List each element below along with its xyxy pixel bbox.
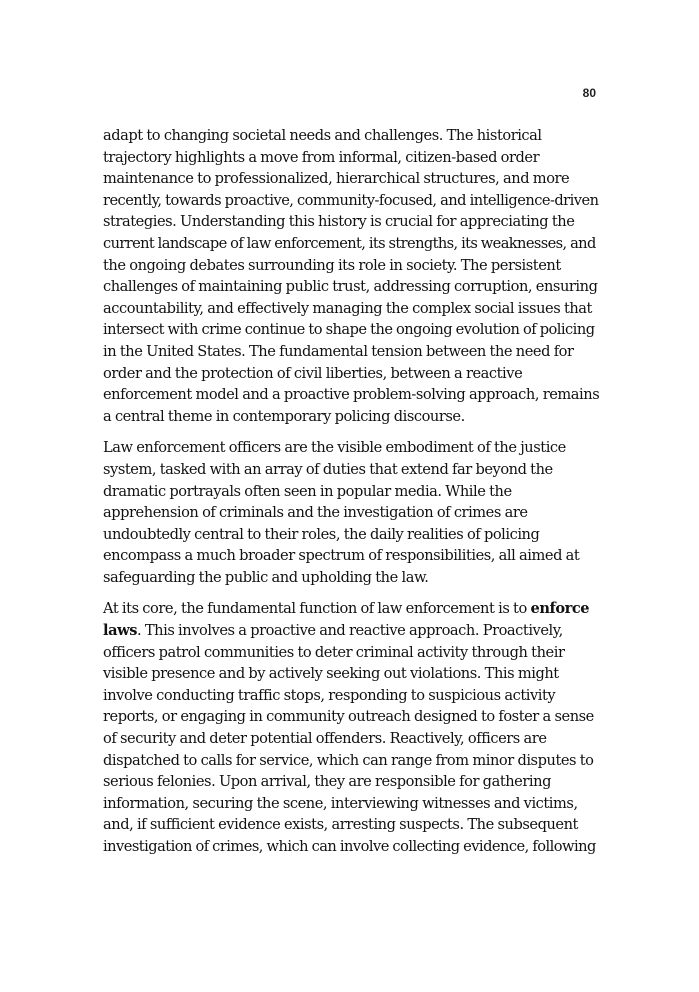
text-line: serious felonies. Upon arrival, they are responsible for gathering <box>103 773 551 791</box>
body-text <box>103 125 600 868</box>
text-line: in the United States. The fundamental tension between the need for <box>103 342 574 360</box>
text-run: At its core, the fundamental function of law enforcement is to <box>103 600 531 618</box>
text-line: dramatic portrayals often seen in popular media. While the <box>103 482 512 500</box>
text-line: current landscape of law enforcement, its strengths, its weaknesses, and <box>103 234 596 252</box>
text-line: system, tasked with an array of duties that extend far beyond the <box>103 460 553 478</box>
paragraph-enforce-laws <box>103 598 596 857</box>
text-line: Law enforcement officers are the visible embodiment of the justice <box>103 439 566 457</box>
text-line <box>103 620 596 642</box>
emphasis-text: enforce <box>530 600 590 618</box>
text-line: recently, towards proactive, community-focused, and intelligence-driven <box>103 191 599 209</box>
paragraph-officer-duties <box>103 437 596 588</box>
text-line: safeguarding the public and upholding the law. <box>103 568 429 586</box>
text-line: maintenance to professionalized, hierarchical structures, and more <box>103 170 570 188</box>
text-line <box>103 598 596 620</box>
text-line: encompass a much broader spectrum of responsibilities, all aimed at <box>103 547 580 565</box>
text-run: . This involves a proactive and reactive approach. Proactively, <box>136 622 563 640</box>
text-line: challenges of maintaining public trust, addressing corruption, ensuring <box>103 278 598 296</box>
text-line: trajectory highlights a move from informal, citizen-based order <box>103 148 540 166</box>
paragraph-history-summary <box>103 125 600 427</box>
text-line: visible presence and by actively seeking out violations. This might <box>103 665 559 683</box>
text-line: order and the protection of civil liberties, between a reactive <box>103 364 523 382</box>
text-line: intersect with crime continue to shape the ongoing evolution of policing <box>103 321 595 339</box>
text-line: information, securing the scene, interviewing witnesses and victims, <box>103 794 578 812</box>
text-line: of security and deter potential offenders. Reactively, officers are <box>103 730 547 748</box>
page-number: 80 <box>582 86 596 100</box>
text-line: reports, or engaging in community outreach designed to foster a sense <box>103 708 594 726</box>
text-line: apprehension of criminals and the investigation of crimes are <box>103 504 528 522</box>
text-line: involve conducting traffic stops, responding to suspicious activity <box>103 686 556 704</box>
text-line: strategies. Understanding this history is crucial for appreciating the <box>103 213 575 231</box>
text-line: dispatched to calls for service, which can range from minor disputes to <box>103 751 594 769</box>
text-line: officers patrol communities to deter criminal activity through their <box>103 643 565 661</box>
text-line: enforcement model and a proactive problem-solving approach, remains <box>103 386 600 404</box>
text-line: undoubtedly central to their roles, the daily realities of policing <box>103 525 540 543</box>
text-line: investigation of crimes, which can involve collecting evidence, following <box>103 838 596 855</box>
text-line: the ongoing debates surrounding its role in society. The persistent <box>103 256 561 274</box>
text-line: adapt to changing societal needs and challenges. The historical <box>103 127 542 144</box>
emphasis-text: laws <box>103 622 137 640</box>
text-line: accountability, and effectively managing the complex social issues that <box>103 299 592 317</box>
text-line: a central theme in contemporary policing discourse. <box>103 407 465 425</box>
text-line: and, if sufficient evidence exists, arresting suspects. The subsequent <box>103 816 578 834</box>
